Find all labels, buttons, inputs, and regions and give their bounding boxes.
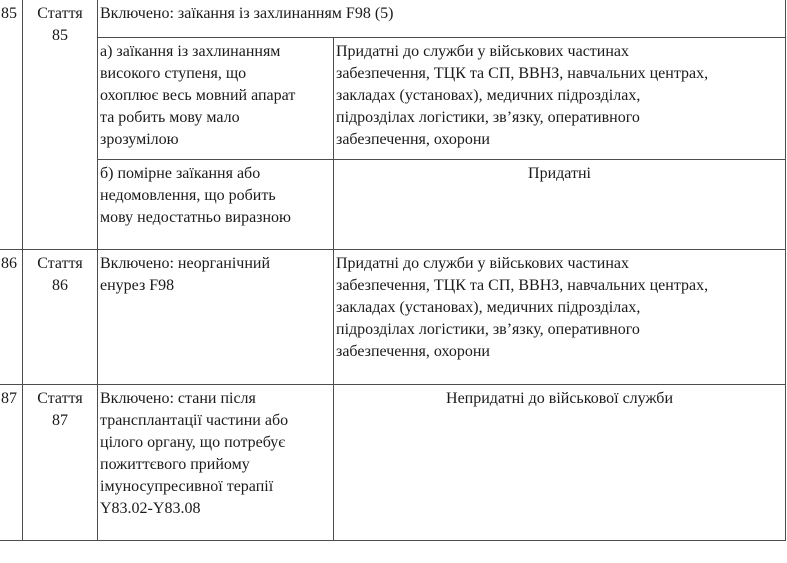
condition-cell: б) помірне заїкання або недомовлення, що робить мову недостатньо виразною bbox=[98, 160, 334, 250]
fitness-cell: Непридатні до військової служби bbox=[334, 385, 786, 541]
condition-cell: а) заїкання із захлинанням високого ступеня, що охоплює весь мовний апарат та робить мову мало зрозумілою bbox=[98, 38, 334, 160]
table-row-86 bbox=[0, 250, 786, 385]
table-row-87 bbox=[0, 385, 786, 541]
article-heading: Включено: заїкання із захлинанням F98 (5) bbox=[98, 0, 786, 38]
article-label: Стаття 86 bbox=[23, 250, 98, 385]
article-label: Стаття 87 bbox=[23, 385, 98, 541]
fitness-cell: Придатні до служби у військових частинах забезпечення, ТЦК та СП, ВВНЗ, навчальних центрах, закладах (установах), медичних підрозділах, підрозділах логістики, зв’язку, оперативного забезпечення, охорони bbox=[334, 38, 786, 160]
row-number: 87 bbox=[0, 385, 23, 541]
fitness-cell: Придатні bbox=[334, 160, 786, 250]
table-subrow-85b bbox=[0, 160, 786, 250]
table-row-85 bbox=[0, 0, 786, 38]
table-subrow-85a bbox=[0, 38, 786, 160]
condition-cell: Включено: неорганічний енурез F98 bbox=[98, 250, 334, 385]
condition-cell: Включено: стани після трансплантації частини або цілого органу, що потребує пожиттєвого прийому імуносупресивної терапії Y83.02-Y83.08 bbox=[98, 385, 334, 541]
fitness-cell: Придатні до служби у військових частинах забезпечення, ТЦК та СП, ВВНЗ, навчальних центрах, закладах (установах), медичних підрозділах, підрозділах логістики, зв’язку, оперативного забезпечення, охорони bbox=[334, 250, 786, 385]
row-number: 86 bbox=[0, 250, 23, 385]
article-label: Стаття 85 bbox=[23, 0, 98, 250]
row-number: 85 bbox=[0, 0, 23, 250]
